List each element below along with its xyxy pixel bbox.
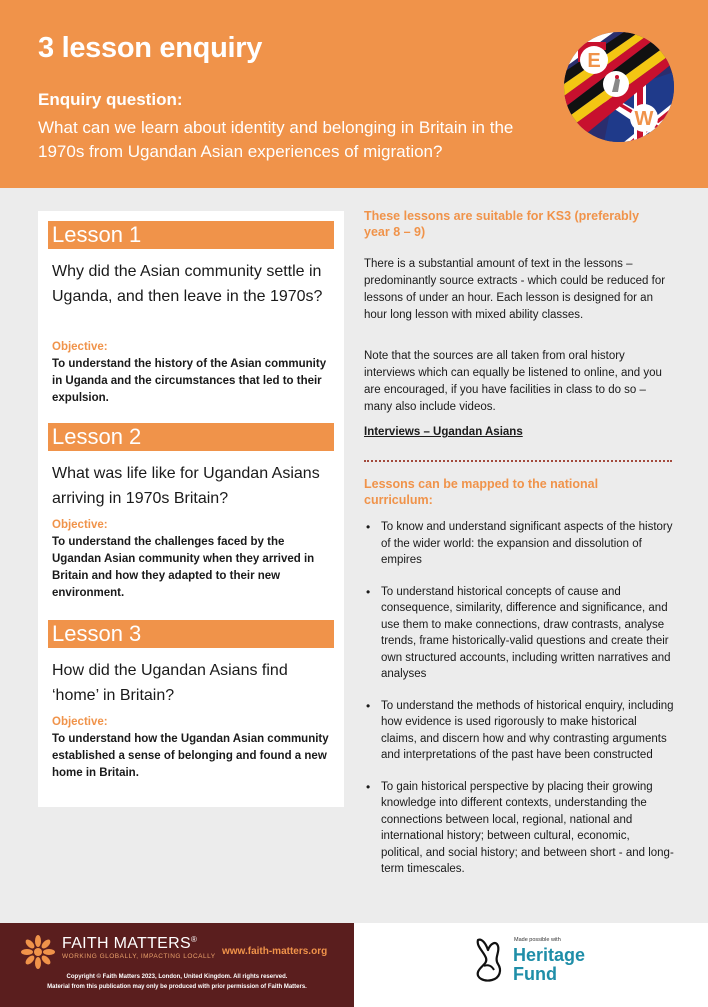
page-title: 3 lesson enquiry xyxy=(38,32,263,64)
lesson-3-objective: To understand how the Ugandan Asian community established a sense of belonging and found a new home in Britain. xyxy=(52,733,329,779)
funder-name xyxy=(513,946,585,984)
lesson-1-question: Why did the Asian community settle in Uganda, and then leave in the 1970s? xyxy=(52,263,323,305)
funder-name-line-2: Fund xyxy=(513,964,557,984)
suitability-heading: These lessons are suitable for KS3 (preferably year 8 – 9) xyxy=(364,209,640,239)
org-name-text: FAITH MATTERS xyxy=(62,935,191,952)
intro-paragraph: There is a substantial amount of text in the lessons – predominantly source extracts - which could be reduced for lessons of under an hour. Each lesson is designed for an hour long lesson with mixed ability classes. xyxy=(364,258,666,321)
dotted-divider xyxy=(364,460,672,462)
heritage-fund-hand-icon xyxy=(470,936,506,984)
curriculum-heading: Lessons can be mapped to the national curriculum: xyxy=(364,477,599,507)
lesson-1-objective: To understand the history of the Asian community in Uganda and the circumstances that led to their expulsion. xyxy=(52,358,327,404)
faith-matters-name xyxy=(62,935,197,953)
faith-matters-url[interactable]: www.faith-matters.org xyxy=(222,946,328,957)
lesson-3-question: How did the Ugandan Asians find ‘home’ in Britain? xyxy=(52,662,288,704)
curriculum-list xyxy=(364,519,674,893)
list-item: • To understand the methods of historical enquiry, including how evidence is used rigorously to make historical claims, and discern how and why contrasting arguments and interpretations of the past have been constructed xyxy=(364,698,674,764)
lesson-2-objective-label: Objective: xyxy=(52,519,108,531)
lesson-2-objective: To understand the challenges faced by the Ugandan Asian community when they arrived in Britain and how they adapted to their new environment. xyxy=(52,536,315,599)
enquiry-question: What can we learn about identity and belonging in Britain in the 1970s from Ugandan Asian experiences of migration? xyxy=(38,118,514,161)
lesson-3-objective-label: Objective: xyxy=(52,716,108,728)
org-mark: ® xyxy=(190,935,198,944)
copyright-line-2: Material from this publication may only be produced with prior permission of Faith Matters. xyxy=(47,984,307,990)
lesson-1-objective-label: Objective: xyxy=(52,341,108,353)
enquiry-label: Enquiry question: xyxy=(38,90,183,109)
lesson-3-title: Lesson 3 xyxy=(48,620,334,648)
lessons-panel xyxy=(38,211,344,807)
list-item: • To know and understand significant aspects of the history of the wider world: the expansion and dissolution of empires xyxy=(364,519,674,569)
england-uganda-flag-logo xyxy=(564,32,674,142)
copyright-line-1: Copyright © Faith Matters 2023, London, United Kingdom. All rights reserved. xyxy=(66,974,288,980)
logo-letter-w: W xyxy=(634,108,654,130)
list-item: • To gain historical perspective by placing their growing knowledge into different contexts, understanding the connections between local, regional, national and international history; between cultural, economic, political, and social history; and between short - and long-term timescales. xyxy=(364,779,674,878)
lesson-2-question: What was life like for Ugandan Asians arriving in 1970s Britain? xyxy=(52,465,320,507)
list-item: • To understand historical concepts of cause and consequence, similarity, difference and significance, and use them to make connections, draw contrasts, analyse trends, frame historically-valid questions and create their own structured accounts, including written narratives and analyses xyxy=(364,584,674,683)
sources-paragraph: Note that the sources are all taken from oral history interviews which can equally be listened to online, and you are encouraged, if you have facilities in class to do so – many also include videos. xyxy=(364,350,662,413)
faith-matters-tagline: WORKING GLOBALLY, IMPACTING LOCALLY xyxy=(62,953,216,960)
lesson-1-title: Lesson 1 xyxy=(48,221,334,249)
logo-letter-e: E xyxy=(587,50,601,72)
funder-name-line-1: Heritage xyxy=(513,945,586,965)
lesson-2-title: Lesson 2 xyxy=(48,423,334,451)
funder-made-possible: Made possible with xyxy=(514,937,561,943)
interviews-link[interactable]: Interviews – Ugandan Asians xyxy=(364,426,523,438)
faith-matters-flower-icon xyxy=(20,934,56,970)
